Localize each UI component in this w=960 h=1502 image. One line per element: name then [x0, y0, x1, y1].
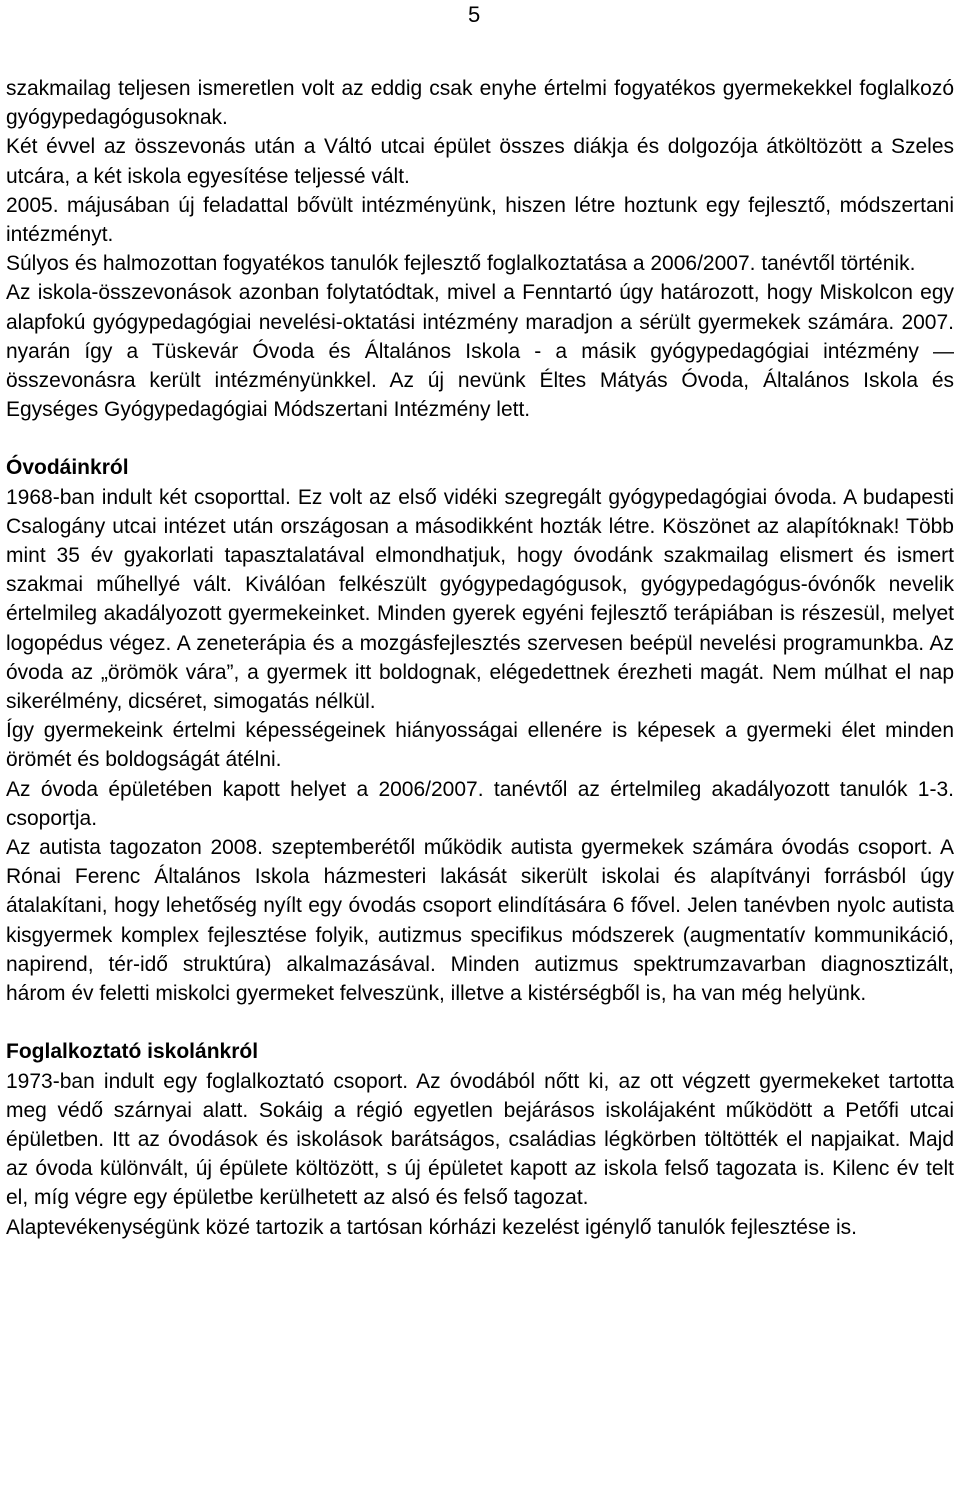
intro-paragraph: szakmailag teljesen ismeretlen volt az eddig csak enyhe értelmi fogyatékos gyermekekkel foglalkozó gyógypedagógusoknak. [6, 77, 954, 130]
document-body [6, 74, 954, 1242]
kindergarten-paragraph: Így gyermekeink értelmi képességeinek hiányosságai ellenére is képesek a gyermeki élet minden örömét és boldogságát átélni. [6, 719, 954, 772]
intro-paragraph: Súlyos és halmozottan fogyatékos tanulók fejlesztő foglalkoztatása a 2006/2007. tanévtől történik. [6, 252, 916, 276]
employment-paragraph: 1973-ban indult egy foglalkoztató csoport. Az óvodából nőtt ki, az ott végzett gyermekeket tartotta meg védő szárnyai alatt. Sokáig a régió egyetlen bejárásos iskolájaként működött a Petőfi utcai épületben. Itt az óvodások és iskolások barátságos, családias légkörben töltötték el napjaikat. Majd az óvoda különvált, új épülete költözött, s új épületet kapott az iskola felső tagozata is. Kilenc év telt el, míg végre egy épületbe kerülhetett az alsó és felső tagozat. [6, 1069, 954, 1210]
employment-paragraph: Alaptevékenységünk közé tartozik a tartósan kórházi kezelést igénylő tanulók fejlesztése is. [6, 1215, 857, 1239]
kindergarten-paragraph: Az óvoda épületében kapott helyet a 2006/2007. tanévtől az értelmileg akadályozott tanulók 1-3. csoportja. [6, 777, 954, 830]
section-spacer [6, 424, 954, 453]
kindergarten-section-title: Óvodáinkról [6, 456, 129, 480]
section-spacer [6, 1008, 954, 1037]
page-number: 5 [468, 2, 481, 27]
kindergarten-paragraph: Az autista tagozaton 2008. szeptemberétől működik autista gyermekek számára óvodás csoport. A Rónai Ferenc Általános Iskola házmesteri lakását sikerült iskolai és alapítványi forrásból úgy átalakítani, hogy lehetőség nyílt egy óvodás csoport elindítására 6 fővel. Jelen tanévben nyolc autista kisgyermek komplex fejlesztése folyik, autizmus specifikus módszerek (augmentatív kommunikáció, napirend, tér-idő struktúra) alkalmazásával. Minden autizmus spektrumzavarban diagnosztizált, három év feletti miskolci gyermeket felveszünk, illetve a kistérségből is, ha van még helyünk. [6, 836, 954, 1006]
kindergarten-paragraph: 1968-ban indult két csoporttal. Ez volt az első vidéki szegregált gyógypedagógiai óvoda. A budapesti Csalogány utcai intézet után országosan a másodikként hozták létre. Köszönet az alapítóknak! Több mint 35 év gyakorlati tapasztalatával elmondhatjuk, hogy óvodánk szakmailag elismert és ismert szakmai műhellyé vált. Kiválóan felkészült gyógypedagógusok, gyógypedagógus-óvónők nevelik értelmileg akadályozott gyermekeinket. Minden gyerek egyéni fejlesztő terápiában is részesül, melyet logopédus végez. A zeneterápia és a mozgásfejlesztés szervesen beépül nevelési programunkba. Az óvoda az „örömök vára”, a gyermek itt boldognak, elégedettnek érezheti magát. Nem múlhat el nap sikerélmény, dicséret, simogatás nélkül. [6, 485, 954, 714]
intro-paragraph: 2005. májusában új feladattal bővült intézményünk, hiszen létre hoztunk egy fejlesztő, módszertani intézményt. [6, 193, 954, 247]
employment-section-title: Foglalkoztató iskolánkról [6, 1040, 259, 1064]
intro-paragraph: Az iskola-összevonások azonban folytatódtak, mivel a Fenntartó úgy határozott, hogy Miskolcon egy alapfokú gyógypedagógiai nevelési-oktatási intézmény maradjon a sérült gyermekek számára. 2007. nyarán így a Tüskevár Óvoda és Általános Iskola - a másik gyógypedagógiai intézmény — összevonásra került intézményünkkel. Az új nevünk Éltes Mátyás Óvoda, Általános Iskola és Egységes Gyógypedagógiai Módszertani Intézmény lett. [6, 281, 954, 422]
intro-paragraph: Két évvel az összevonás után a Váltó utcai épület összes diákja és dolgozója átköltözött a Szeles utcára, a két iskola egyesítése teljessé vált. [6, 135, 954, 188]
